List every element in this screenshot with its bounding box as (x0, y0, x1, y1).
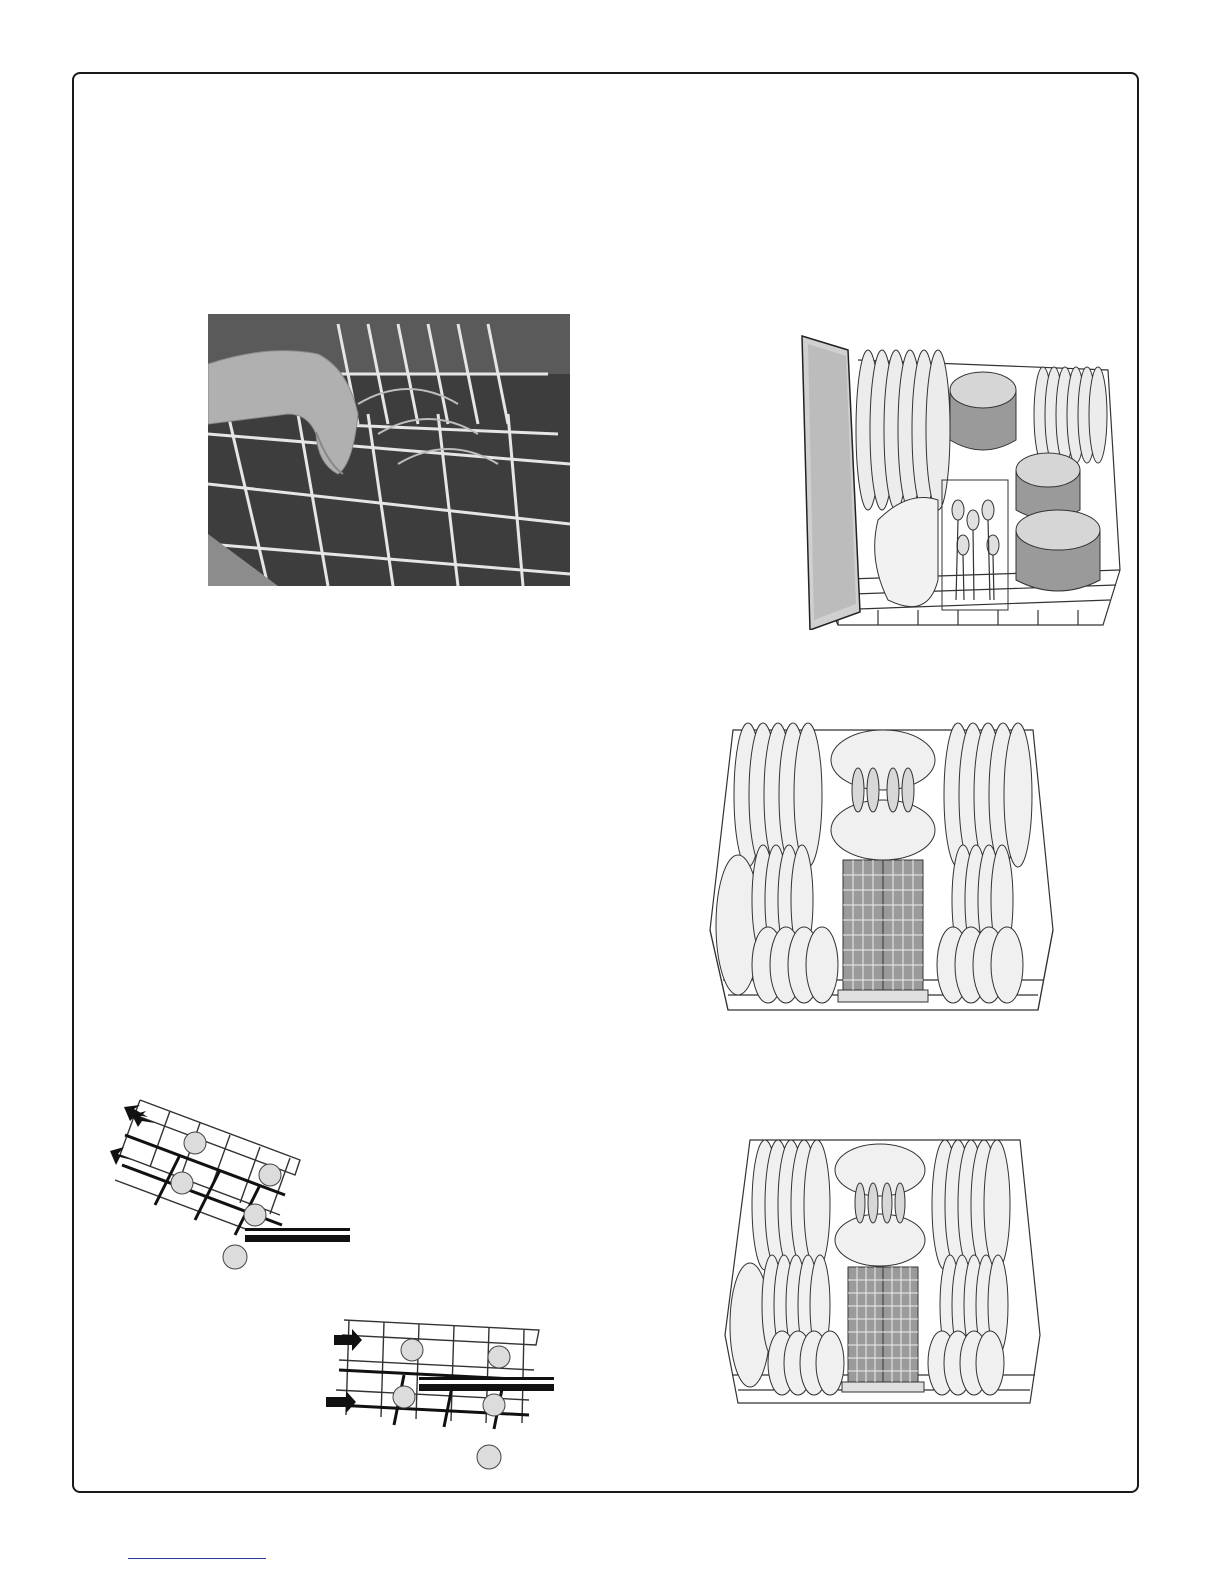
rack-wheel-adjust-arrows-left-icon (110, 1095, 355, 1270)
upper-rack-with-plates-bowls-basket-icon (708, 720, 1058, 1015)
hand-adjusting-rack-tines-photo-icon (208, 314, 570, 586)
footer-link-underline (128, 1558, 266, 1559)
rack-wheel-adjust-arrows-right-icon (324, 1315, 559, 1475)
upper-rack-with-plates-bowls-basket-icon (720, 1135, 1048, 1407)
lower-rack-with-plates-pots-bowls-icon (798, 330, 1128, 630)
rack-height-raise (110, 1095, 355, 1270)
upper-rack-loading-a (708, 720, 1058, 1015)
lower-rack-loaded (798, 330, 1128, 630)
rack-adjust-photo (208, 314, 570, 586)
upper-rack-loading-b (720, 1135, 1048, 1407)
rack-height-lower (324, 1315, 559, 1475)
